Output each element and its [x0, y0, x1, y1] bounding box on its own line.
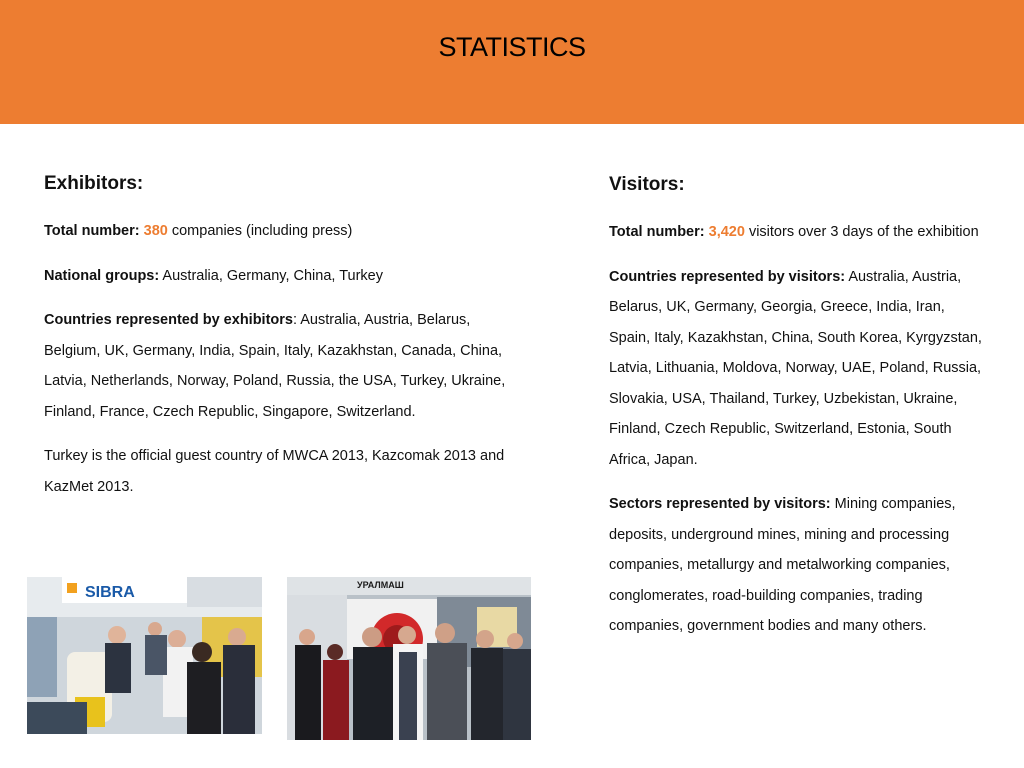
visitors-total-value: 3,420 — [708, 224, 745, 240]
visitors-heading: Visitors: — [609, 174, 685, 195]
exhibitors-total-value: 380 — [143, 223, 168, 239]
visitors-sectors — [609, 489, 989, 642]
exhibitors-national-groups — [44, 261, 524, 292]
visitors-countries — [609, 262, 989, 476]
exhibitors-section — [44, 170, 524, 516]
visitor-countries-label: Countries represented by visitors: — [609, 268, 846, 285]
visitor-sectors-label: Sectors represented by visitors: — [609, 496, 831, 512]
exhibitors-countries — [44, 305, 524, 427]
visitors-total-suffix: visitors over 3 days of the exhibition — [744, 224, 979, 240]
visitor-sectors-value: Mining companies, deposits, underground mines, mining and processing companies, metallurgy and metalworking companies, conglomerates, road-building companies, trading companies, government bodies and many others. — [609, 496, 956, 634]
header-banner — [0, 0, 1024, 124]
uralmash-sign: УРАЛМАШ — [357, 580, 404, 590]
visitor-countries-value: Australia, Austria, Belarus, UK, Germany, Georgia, Greece, India, Iran, Spain, Italy, Kazakhstan, China, South Korea, Kyrgyzstan, Latvia, Lithuania, Moldova, Norway, UAE, Poland, Russia, Slovakia, USA, Thailand, Turkey, Uzbekistan, Ukraine, Finland, Czech Republic, Switzerland, Estonia, South Africa, Japan. — [609, 268, 982, 468]
national-groups-label: National groups: — [44, 267, 160, 284]
exhibition-photo-1 — [27, 577, 262, 734]
visitors-total — [609, 217, 989, 248]
page-title: STATISTICS — [438, 32, 586, 62]
exhibitor-countries-label: Countries represented by exhibitors — [44, 312, 293, 328]
exhibitors-total — [44, 216, 524, 247]
exhibitors-total-label: Total number: — [44, 223, 140, 239]
national-groups-value: Australia, Germany, China, Turkey — [159, 267, 383, 284]
visitors-section — [609, 171, 989, 656]
exhibitors-heading: Exhibitors: — [44, 173, 144, 194]
exhibitors-total-suffix: companies (including press) — [167, 223, 353, 239]
exhibition-photo-2 — [287, 577, 531, 740]
exhibitor-countries-value: : Australia, Austria, Belarus, Belgium, UK, Germany, India, Spain, Italy, Kazakhstan, Canada, China, Latvia, Netherlands, Norway, Poland, Russia, the USA, Turkey, Ukraine, Finland, France, Czech Republic, Singapore, Switzerland. — [44, 312, 506, 420]
sibra-sign: SIBRA — [85, 584, 135, 601]
guest-country-note: Turkey is the official guest country of MWCA 2013, Kazcomak 2013 and KazMet 2013. — [44, 448, 505, 495]
visitors-total-label: Total number: — [609, 224, 705, 240]
